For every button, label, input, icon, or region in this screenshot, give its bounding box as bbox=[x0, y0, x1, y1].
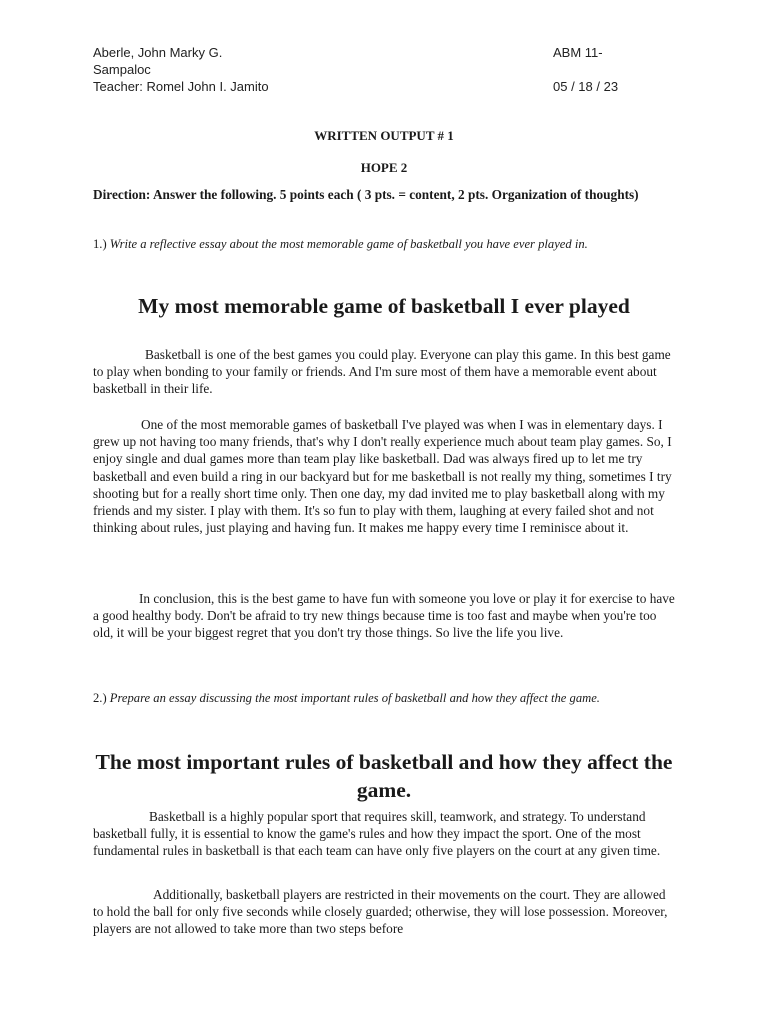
question-2-number: 2.) bbox=[93, 691, 107, 705]
date: 05 / 18 / 23 bbox=[553, 79, 619, 94]
class-section: ABM 11- bbox=[553, 45, 603, 60]
assignment-title: WRITTEN OUTPUT # 1 bbox=[314, 128, 454, 143]
essay-1-title: My most memorable game of basketball I ever played bbox=[138, 294, 630, 318]
essay-1-paragraph-2 bbox=[93, 416, 678, 536]
essay-1-paragraph-2-text: One of the most memorable games of basketball I've played was when I was in elementary days. I grew up not having too many friends, that's why I don't really experience much about team play games. So, I enjoy single and dual games more than team play like basketball. Dad was always fired up to let me try basketball and even build a ring in our backyard but for me basketball is not really my thing, sometimes I try shooting but for a really short time only. Then one day, my dad invited me to play basketball along with my friends and my sister. I play with them. It's so fun to play with them, laughing at every failed shot and not thinking about rules, just playing and having fun. It makes me happy every time I reminisce about it. bbox=[93, 417, 672, 536]
essay-2-paragraph-1 bbox=[93, 808, 678, 860]
question-2 bbox=[93, 690, 683, 707]
direction-text: Direction: Answer the following. 5 points each ( 3 pts. = content, 2 pts. Organization of thoughts) bbox=[93, 187, 639, 202]
student-name: Aberle, John Marky G. bbox=[93, 45, 223, 60]
essay-1-paragraph-3 bbox=[93, 590, 678, 642]
essay-1-paragraph-1 bbox=[93, 346, 678, 398]
teacher-name: Teacher: Romel John I. Jamito bbox=[93, 79, 269, 94]
question-1 bbox=[93, 236, 683, 253]
essay-2-title: The most important rules of basketball and how they affect the game. bbox=[95, 750, 673, 802]
essay-2-paragraph-1-text: Basketball is a highly popular sport that requires skill, teamwork, and strategy. To understand basketball fully, it is essential to know the game's rules and how they impact the sport. One of the most fundamental rules in basketball is that each team can have only five players on the court at any given time. bbox=[93, 809, 661, 859]
subject-title: HOPE 2 bbox=[360, 160, 408, 175]
student-name-block bbox=[93, 44, 493, 78]
essay-2-paragraph-2-text: Additionally, basketball players are restricted in their movements on the court. They are allowed to hold the ball for only five seconds while closely guarded; otherwise, they will lose possession. Moreover, players are not allowed to take more than two steps before bbox=[93, 887, 668, 937]
essay-1-paragraph-3-text: In conclusion, this is the best game to have fun with someone you love or play it for exercise to have a good healthy body. Don't be afraid to try new things because time is too fast and maybe when you're too old, it will be your biggest regret that you don't try those things. So live the life you live. bbox=[93, 591, 675, 641]
question-1-text: Write a reflective essay about the most memorable game of basketball you have ever played in. bbox=[109, 237, 588, 251]
question-2-text: Prepare an essay discussing the most important rules of basketball and how they affect the game. bbox=[109, 691, 600, 705]
question-1-number: 1.) bbox=[93, 237, 107, 251]
class-section-continued: Sampaloc bbox=[93, 62, 151, 77]
essay-1-paragraph-1-text: Basketball is one of the best games you could play. Everyone can play this game. In this best game to play when bonding to your family or friends. And I'm sure most of them have a memorable event about basketball in their life. bbox=[93, 347, 671, 397]
essay-2-paragraph-2 bbox=[93, 886, 678, 938]
